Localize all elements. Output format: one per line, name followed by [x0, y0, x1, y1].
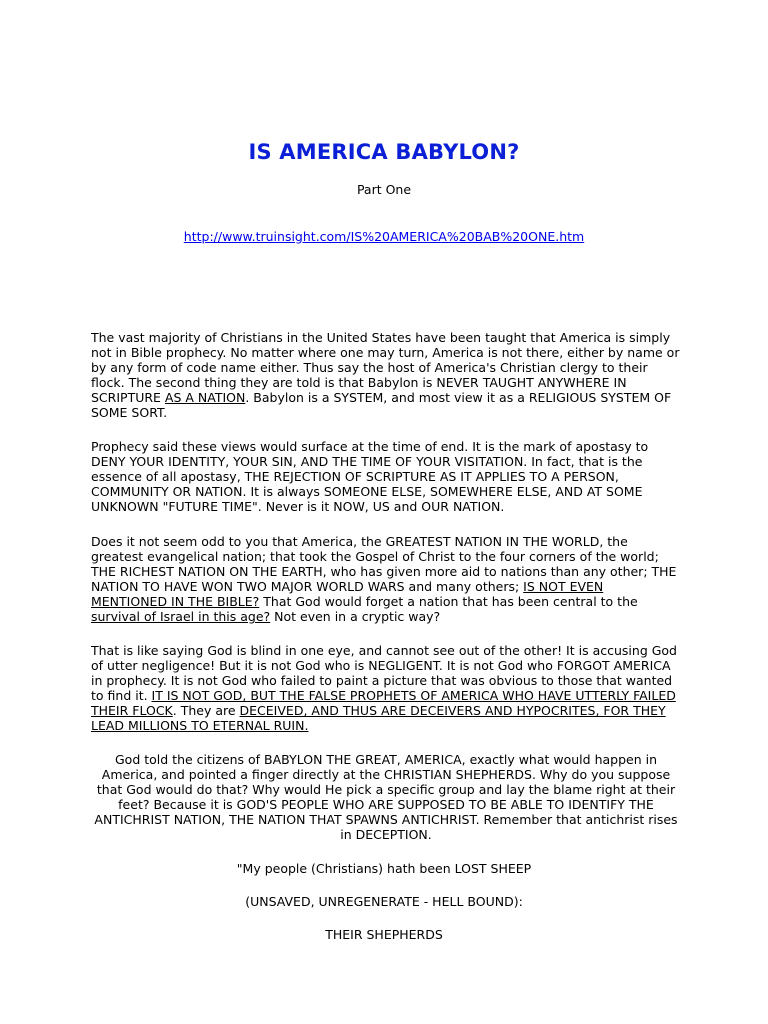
- paragraph-1-text-b: . Babylon is a SYSTEM, and most view it as a RELIGIOUS SYSTEM OF SOME SORT.: [91, 390, 672, 421]
- paragraph-1-underline-1: AS A NATION: [164, 390, 246, 406]
- paragraph-5: [88, 752, 684, 843]
- paragraph-3-underline-2: survival of Israel in this age?: [91, 609, 271, 625]
- paragraph-4-text-b: . They are: [172, 703, 240, 719]
- paragraph-3-text-b: That God would forget a nation that has been central to the: [259, 594, 638, 610]
- paragraph-4-underline-1: IT IS NOT GOD, BUT THE FALSE PROPHETS OF AMERICA WHO HAVE UTTERLY FAILED THEIR FLOCK: [91, 688, 676, 719]
- paragraph-1-text-a: The vast majority of Christians in the United States have been taught that America is simply not in Bible prophecy. No matter where one may turn, America is not there, either by name or by any form of code name either. Thus say the host of America's Christian clergy to their flock. The second thing they are told is that Babylon is NEVER TAUGHT ANYWHERE IN SCRIPTURE: [91, 330, 680, 406]
- paragraph-5-text-a: God told the citizens of BABYLON THE GREAT, AMERICA, exactly what would happen in America, and pointed a finger directly at the CHRISTIAN SHEPHERDS. Why do you suppose that God would do that? Why would He pick a specific group and lay the blame right at their feet? Because it is GOD'S PEOPLE WHO ARE SUPPOSED TO BE ABLE TO IDENTIFY THE ANTICHRIST NATION, THE NATION THAT SPAWNS ANTICHRIST. Remember that antichrist rises in DECEPTION.: [94, 752, 678, 843]
- document-title: IS AMERICA BABYLON?: [248, 140, 520, 164]
- quote-line-3: THEIR SHEPHERDS: [325, 927, 443, 942]
- paragraph-2-text-a: Prophecy said these views would surface at the time of end. It is the mark of apostasy to DENY YOUR IDENTITY, YOUR SIN, AND THE TIME OF YOUR VISITATION. In fact, that is the essence of all apostasy, THE REJECTION OF SCRIPTURE AS IT APPLIES TO A PERSON, COMMUNITY OR NATION. It is always SOMEONE ELSE, SOMEWHERE ELSE, AND AT SOME UNKNOWN "FUTURE TIME". Never is it NOW, US and OUR NATION.: [91, 439, 649, 515]
- paragraph-3-text-a: Does it not seem odd to you that America, the GREATEST NATION IN THE WORLD, the greatest evangelical nation; that took the Gospel of Christ to the four corners of the world; THE RICHEST NATION ON THE EARTH, who has given more aid to nations than any other; THE NATION TO HAVE WON TWO MAJOR WORLD WARS and many others;: [91, 534, 677, 595]
- document-subtitle: Part One: [356, 182, 412, 197]
- paragraph-4-text-a: That is like saying God is blind in one eye, and cannot see out of the other! It is accusing God of utter negligence! But it is not God who is NEGLIGENT. It is not God who FORGOT AMERICA in prophecy. It is not God who failed to paint a picture that was obvious to those that wanted to find it.: [91, 643, 677, 704]
- source-url-link[interactable]: http://www.truinsight.com/IS%20AMERICA%20BAB%20ONE.htm: [183, 229, 585, 244]
- paragraph-3: [91, 534, 681, 625]
- paragraph-1: [91, 330, 681, 421]
- paragraph-3-underline-1: IS NOT EVEN MENTIONED IN THE BIBLE?: [91, 579, 604, 610]
- paragraph-2: [91, 439, 681, 514]
- source-url: [0, 229, 768, 244]
- paragraph-4-underline-2: DECEIVED, AND THUS ARE DECEIVERS AND HYPOCRITES, FOR THEY LEAD MILLIONS TO ETERNAL RUIN.: [91, 703, 666, 734]
- quote-line-2: (UNSAVED, UNREGENERATE - HELL BOUND):: [245, 894, 523, 909]
- quote-line-1: "My people (Christians) hath been LOST SHEEP: [236, 861, 532, 876]
- paragraph-4: [91, 643, 681, 734]
- paragraph-3-text-c: Not even in a cryptic way?: [270, 609, 441, 625]
